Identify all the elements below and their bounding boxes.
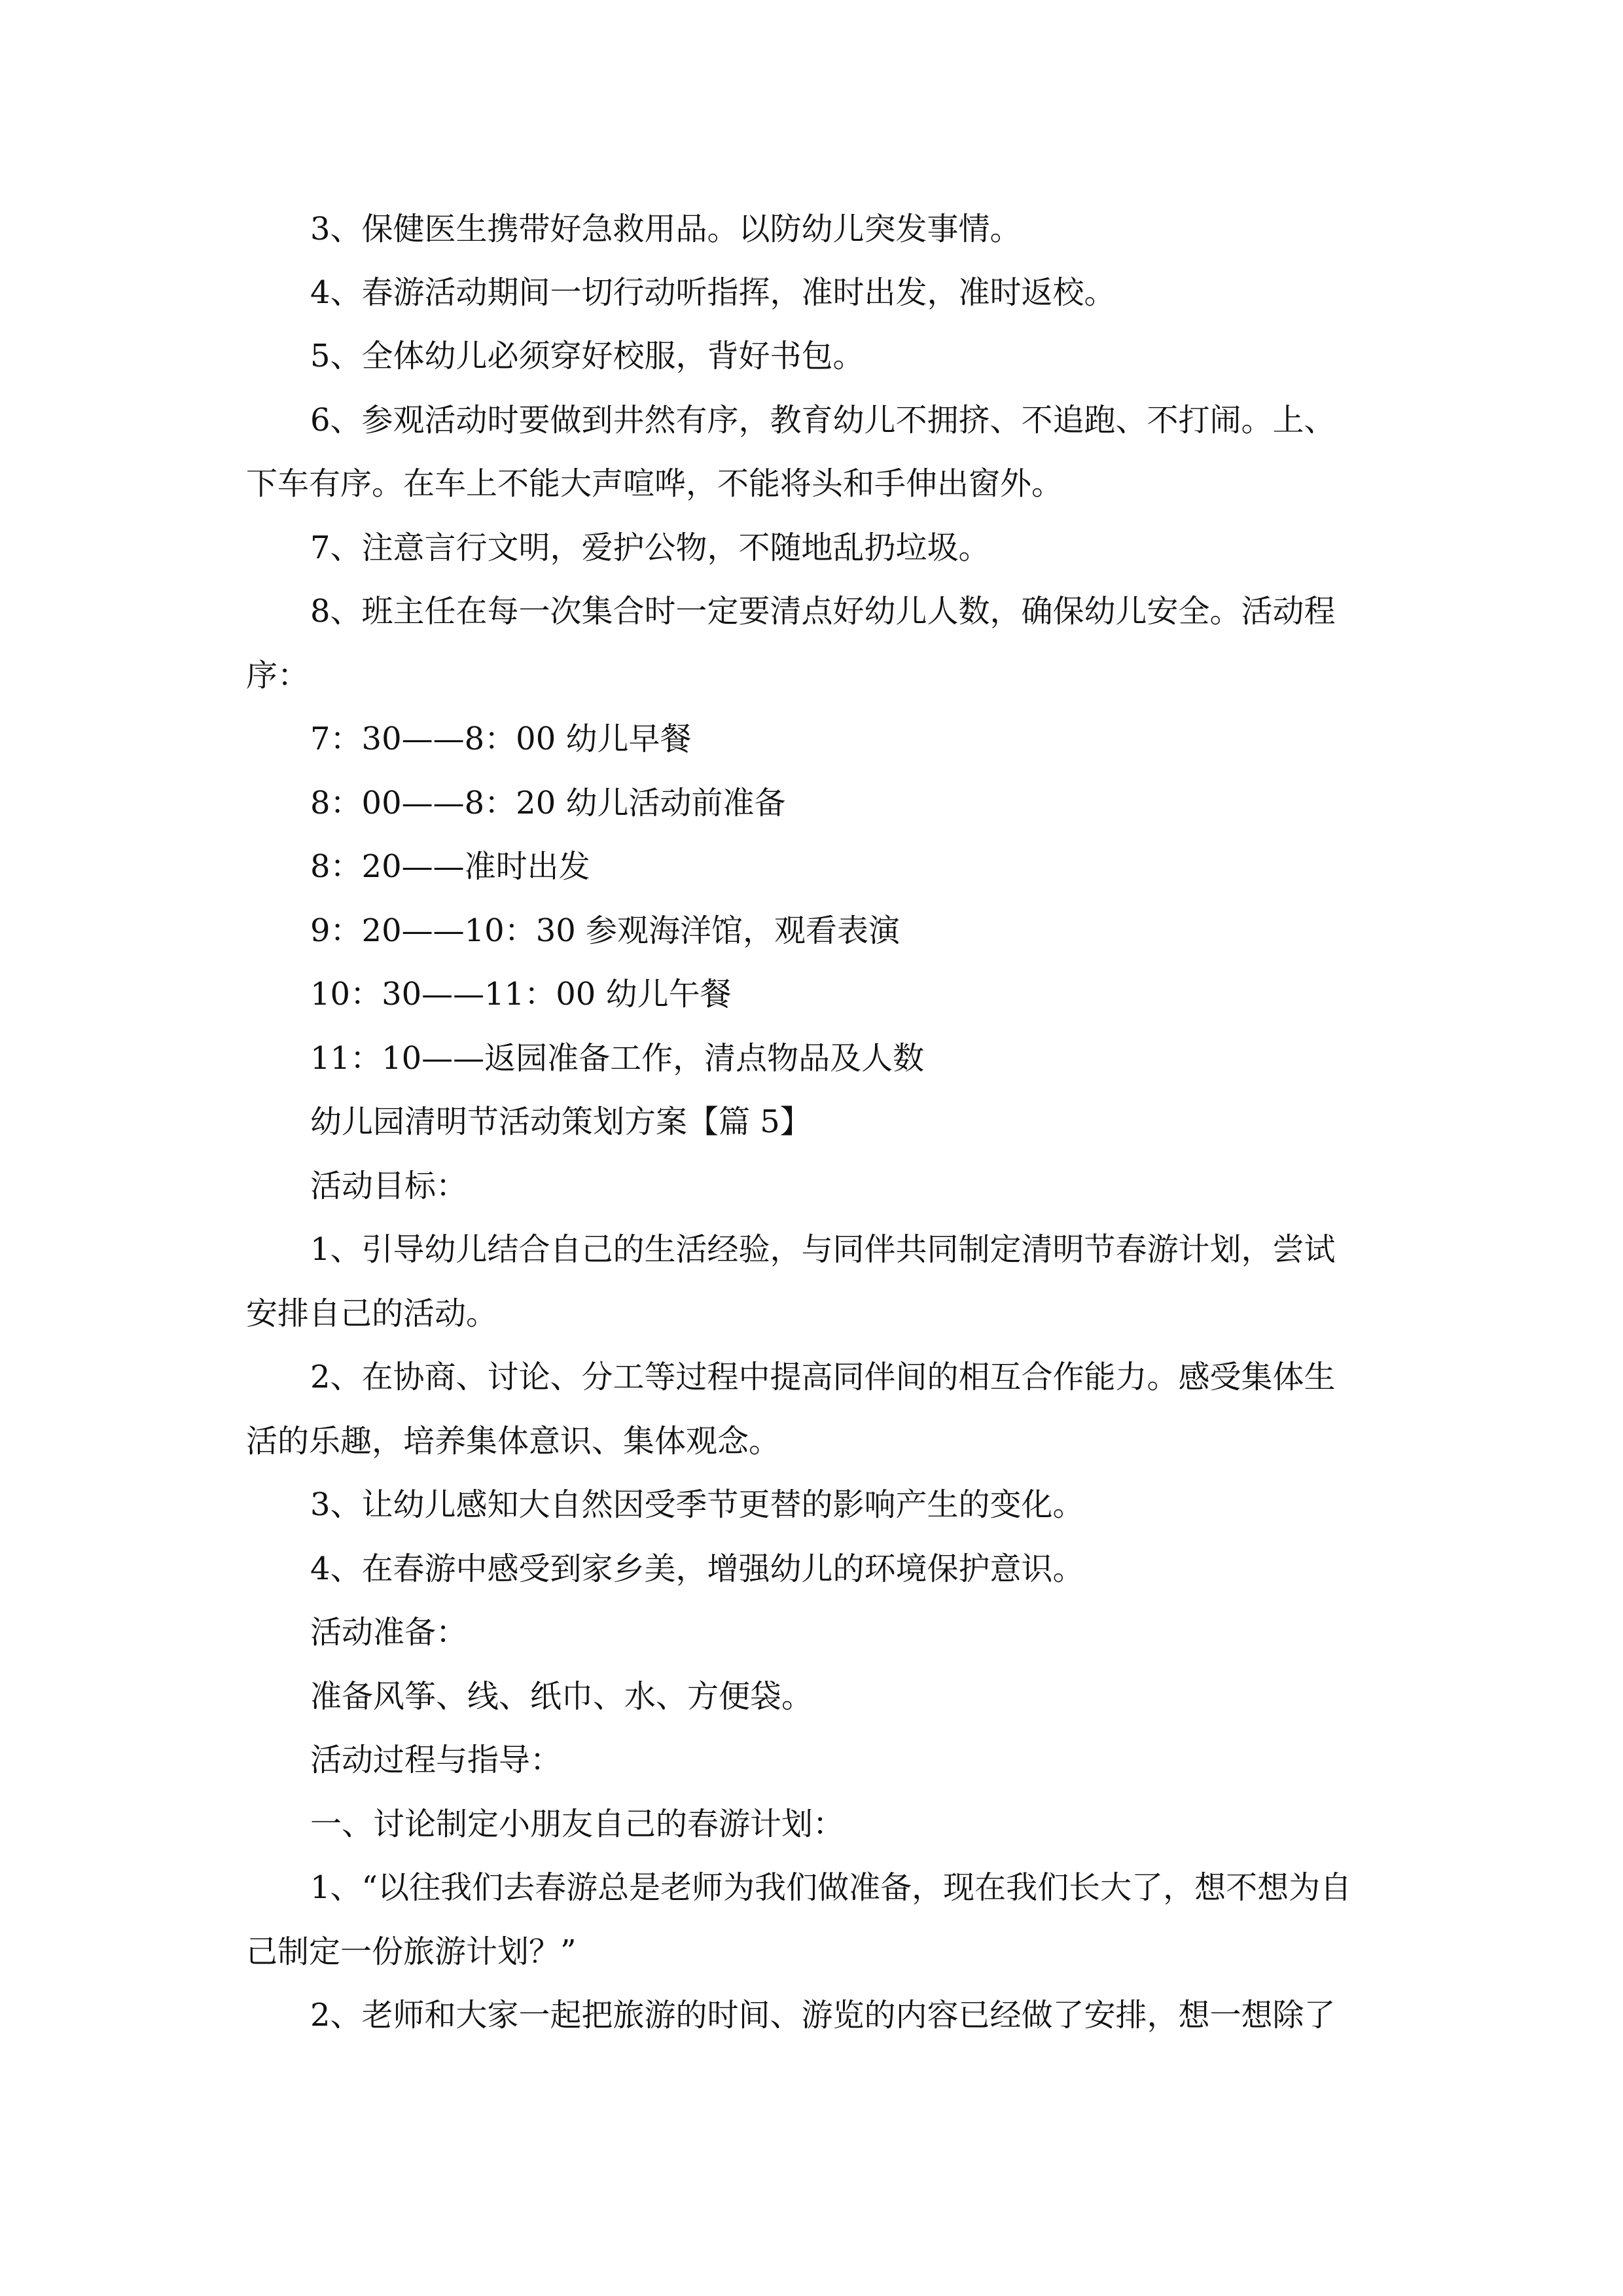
subheading: 活动过程与指导： — [310, 1742, 562, 1778]
text-line: 2、老师和大家一起把旅游的时间、游览的内容已经做了安排，想一想除了 — [310, 1997, 1336, 2034]
text-line: 3、保健医生携带好急救用品。以防幼儿突发事情。 — [310, 211, 1022, 247]
text-line: 2、在协商、讨论、分工等过程中提高同伴间的相互合作能力。感受集体生 — [310, 1359, 1336, 1395]
text-line: 3、让幼儿感知大自然因受季节更替的影响产生的变化。 — [310, 1486, 1084, 1523]
text-line: 序： — [246, 657, 310, 694]
text-line: 8、班主任在每一次集合时一定要清点好幼儿人数，确保幼儿安全。活动程 — [310, 593, 1336, 630]
text-line: 己制定一份旅游计划？” — [246, 1933, 577, 1970]
text-line: 6、参观活动时要做到井然有序，教育幼儿不拥挤、不追跑、不打闹。上、 — [310, 402, 1336, 439]
text-line: 1、“以往我们去春游总是老师为我们做准备，现在我们长大了，想不想为自 — [310, 1869, 1352, 1906]
text-line: 5、全体幼儿必须穿好校服，背好书包。 — [310, 338, 865, 374]
schedule-line: 9：20——10：30 参观海洋馆，观看表演 — [310, 912, 901, 949]
schedule-line: 8：00——8：20 幼儿活动前准备 — [310, 785, 786, 821]
text-line: 1、引导幼儿结合自己的生活经验，与同伴共同制定清明节春游计划，尝试 — [310, 1231, 1336, 1268]
schedule-line: 7：30——8：00 幼儿早餐 — [310, 721, 692, 757]
text-line: 4、在春游中感受到家乡美，增强幼儿的环境保护意识。 — [310, 1551, 1084, 1587]
subheading: 活动目标： — [310, 1168, 468, 1204]
schedule-line: 11：10——返园准备工作，清点物品及人数 — [310, 1040, 925, 1077]
schedule-line: 8：20——准时出发 — [310, 848, 590, 885]
section-heading: 幼儿园清明节活动策划方案【篇 5】 — [310, 1103, 812, 1140]
text-line: 一、讨论制定小朋友自己的春游计划： — [310, 1806, 845, 1842]
text-line: 7、注意言行文明，爱护公物，不随地乱扔垃圾。 — [310, 529, 990, 566]
text-line: 4、春游活动期间一切行动听指挥，准时出发，准时返校。 — [310, 274, 1116, 311]
schedule-line: 10：30——11：00 幼儿午餐 — [310, 976, 732, 1013]
text-line: 活的乐趣，培养集体意识、集体观念。 — [246, 1423, 781, 1460]
text-line: 准备风筝、线、纸巾、水、方便袋。 — [310, 1678, 813, 1715]
text-line: 下车有序。在车上不能大声喧哗，不能将头和手伸出窗外。 — [246, 465, 1063, 502]
subheading: 活动准备： — [310, 1614, 468, 1651]
text-line: 安排自己的活动。 — [246, 1295, 498, 1332]
